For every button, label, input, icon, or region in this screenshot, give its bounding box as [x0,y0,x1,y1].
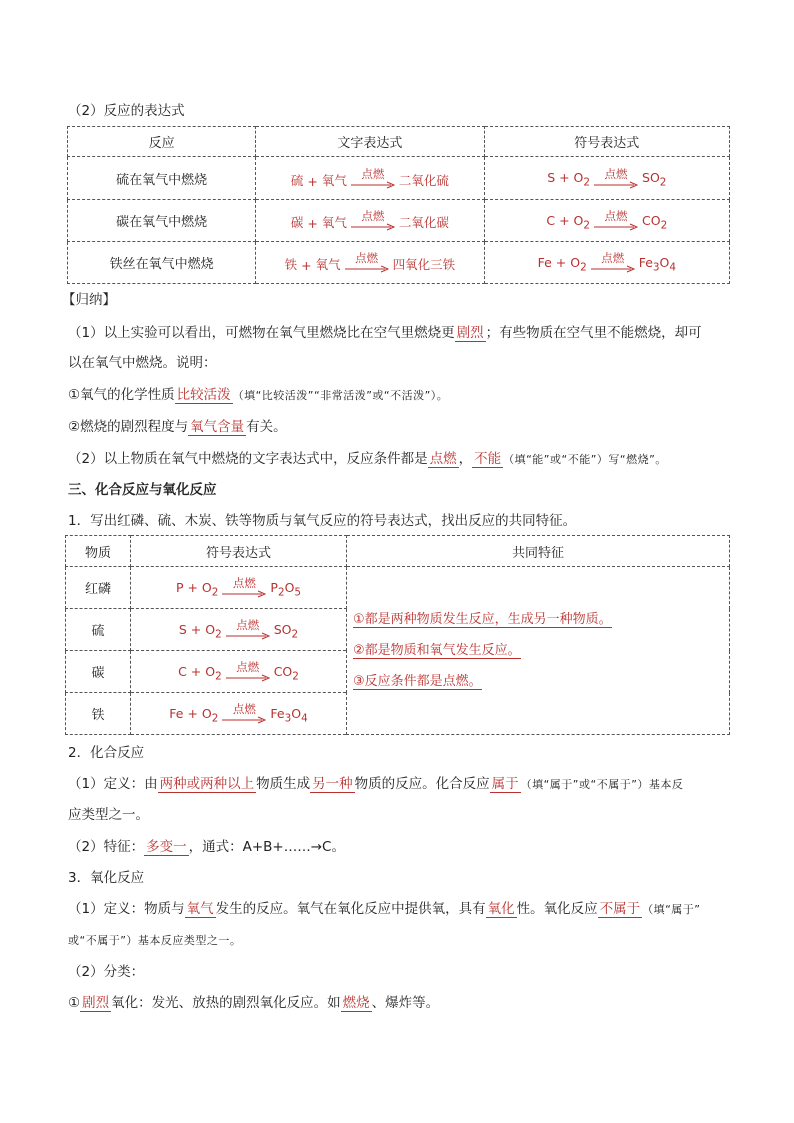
summary-point-2: ②燃烧的剧烈程度与 氧气含量 有关。 [68,419,287,435]
summary-paragraph-1-cont: 以在氧气中燃烧。说明： [68,355,217,371]
answer-blank: 多变一 [146,839,187,855]
condition-label: 点燃 [361,209,385,223]
feature-1: ①都是两种物质发生反应，生成另一种物质。 [353,612,612,627]
symbol-expression: $C + O_2$ 点燃 $CO_2$ [131,651,347,693]
summary-point-1: ①氧气的化学性质 比较活泼 （填“比较活泼”“非常活泼”或“不活泼”）。 [68,387,449,403]
symbol-expression [484,200,729,242]
reaction-arrow [351,168,395,189]
classification-vigorous: ① 剧烈 氧化：发光、放热的剧烈氧化反应。如 燃烧 、爆炸等。 [68,995,440,1011]
summary-paragraph-2: （2）以上物质在氧气中燃烧的文字表达式中，反应条件都是 点燃 ， 不能 （填“能”或“不能”）写“燃烧”。 [68,451,667,467]
reaction-arrow [594,168,638,189]
condition-label: 点燃 [361,166,385,181]
answer-blank: 点燃 [429,451,457,467]
definition-oxidation-cont: 或“不属于”）基本反应类型之一。 [68,934,242,947]
answer-blank: 燃烧 [342,995,370,1011]
reactant: 氧气 [321,215,347,230]
condition-label: 点燃 [604,209,628,223]
answer-blank: 剧烈 [82,995,110,1011]
header-reaction: 反应 [68,127,256,157]
answer-blank: 氧气含量 [190,419,245,435]
product: 二氧化硫 [398,172,449,188]
reaction-arrow: 点燃 [222,577,266,598]
symbol-expression [484,157,729,200]
header-symbol-expression: 符号表达式 [131,536,347,567]
symbol-expression: $Fe + O_2$ 点燃 $Fe_3O_4$ [131,693,347,735]
condition-label: 点燃 [601,251,625,265]
reaction-name: 硫在氧气中燃烧 [68,157,256,200]
reaction-expression-table [67,126,730,284]
question-3: 3．氧化反应 [68,870,145,886]
summary-title: 【归纳】 [62,292,116,308]
header-word-expression: 文字表达式 [256,127,484,157]
word-expression [256,200,484,242]
substance-name: 铁 [66,693,131,735]
definition-oxidation: （1）定义：物质与 氧气 发生的反应。氧气在氧化反应中提供氧，具有 氧化 性。氧化反应 不属于 （填“属于” [68,901,701,917]
header-common-feature: 共同特征 [347,536,730,567]
answer-blank: 两种或两种以上 [159,776,255,792]
header-symbol-expression: 符号表达式 [484,127,729,157]
answer-blank: 氧化 [487,901,515,917]
feature-3: ③反应条件都是点燃。 [353,674,482,689]
answer-blank: 不能 [474,451,502,467]
word-expression [256,242,484,284]
symbol-expression: $P + O_2$ 点燃 $P_2O_5$ [131,567,347,609]
reaction-arrow: 点燃 [222,703,266,724]
table-row [68,157,730,200]
table-header-row [66,536,730,567]
answer-blank: 剧烈 [456,325,484,341]
reaction-arrow [594,210,638,231]
table-row [68,242,730,284]
definition-combination: （1）定义：由 两种或两种以上 物质生成 另一种 物质的反应。化合反应 属于 （填“属于”或“不属于”）基本反 [68,776,684,792]
reaction-arrow: 点燃 [226,661,270,682]
reactant: 碳 [290,215,304,230]
header-substance: 物质 [66,536,131,567]
symbol-expression: $S + O_2$ 点燃 $SO_2$ [131,609,347,651]
plus-sign: + [301,258,312,273]
answer-blank: 属于 [491,776,519,792]
answer-blank: 不属于 [599,901,641,917]
reaction-arrow [351,210,395,231]
reactants: $S + O_2$ [547,170,591,189]
reaction-arrow [345,252,389,273]
product: $SO_2$ [642,170,667,189]
product: 四氧化三铁 [392,257,456,272]
summary-paragraph-1: （1）以上实验可以看出，可燃物在氧气里燃烧比在空气里燃烧更 剧烈 ；有些物质在空气里不能燃烧，却可 [68,325,702,341]
common-features [347,567,730,735]
reactants: $Fe + O_2$ [537,254,587,273]
table-row [68,200,730,242]
answer-blank: 比较活泼 [176,387,231,403]
question-2: 2．化合反应 [68,745,145,761]
reaction-name: 铁丝在氧气中燃烧 [68,242,256,284]
reactant: 氧气 [315,257,341,272]
table-row [66,567,730,609]
question-1: 1．写出红磷、硫、木炭、铁等物质与氧气反应的符号表达式，找出反应的共同特征。 [68,513,577,529]
condition-label: 点燃 [604,166,628,181]
plus-sign: + [307,216,318,231]
reactant: 硫 [290,172,304,188]
substance-name: 红磷 [66,567,131,609]
table-header-row [68,127,730,157]
section3-title: 三、化合反应与氧化反应 [68,482,217,498]
substance-name: 硫 [66,609,131,651]
answer-blank: 另一种 [312,776,353,792]
reaction-arrow [591,252,635,273]
product: $Fe_3O_4$ [638,254,676,273]
plus-sign: + [307,173,318,189]
product: $CO_2$ [642,212,668,231]
definition-combination-cont: 应类型之一。 [68,807,149,823]
condition-label: 点燃 [355,251,379,265]
answer-blank: 氧气 [186,901,214,917]
substance-name: 碳 [66,651,131,693]
feature-combination: （2）特征： 多变一 ，通式：A+B+……→C。 [68,839,345,855]
section-title: （2）反应的表达式 [68,103,185,119]
feature-2: ②都是物质和氧气发生反应。 [353,643,521,658]
symbol-expression [484,242,729,284]
reaction-arrow: 点燃 [226,619,270,640]
combination-reaction-table [65,535,730,735]
reaction-name: 碳在氧气中燃烧 [68,200,256,242]
reactant: 氧气 [321,172,347,188]
word-expression [256,157,484,200]
reactants: $C + O_2$ [546,212,591,231]
reactant: 铁 [284,257,298,272]
classification-label: （2）分类： [68,964,145,980]
product: 二氧化碳 [398,215,449,230]
